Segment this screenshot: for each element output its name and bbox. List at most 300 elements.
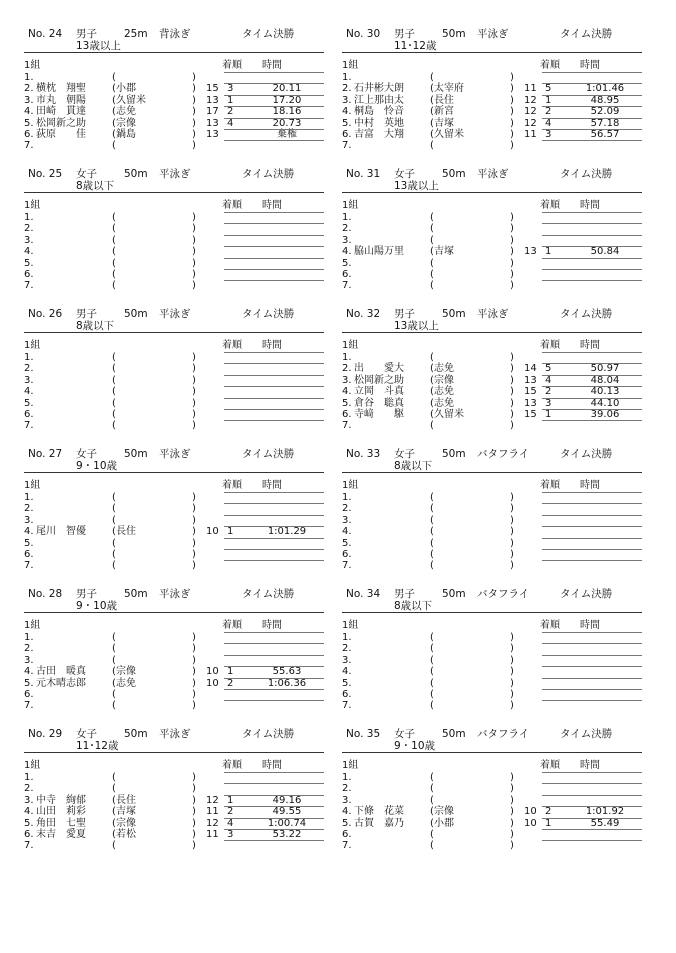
swimmer-name: 中村 英地 (354, 117, 404, 129)
lane-number: 4. (342, 806, 352, 818)
swimmer-age: 12 (524, 106, 537, 118)
lane-row (24, 363, 324, 374)
swimmer-name: 石井彬大朗 (354, 83, 404, 95)
result-underline (224, 840, 324, 841)
club-paren-open: ( (112, 772, 116, 783)
result-underline (542, 106, 642, 107)
club-paren-open: ( (112, 140, 116, 152)
club-name: 志免 (116, 106, 136, 118)
lane-row (24, 503, 324, 514)
event-block (24, 28, 324, 158)
time-column-header: 時間 (580, 760, 600, 771)
club-paren-open: ( (430, 223, 434, 235)
swimmer-name: 末吉 愛夏 (36, 828, 86, 840)
club-paren-open: ( (430, 783, 434, 795)
club-name: 吉塚 (434, 117, 454, 129)
result-underline (224, 258, 324, 259)
club-name: 長住 (116, 794, 136, 806)
event-age-class: 13歳以上 (394, 320, 439, 332)
swimmer-age: 15 (524, 386, 537, 398)
result-underline (542, 235, 642, 236)
finish-time: 20.73 (272, 117, 302, 129)
event-header (24, 448, 324, 473)
result-underline (224, 655, 324, 656)
finish-time: 48.95 (590, 94, 620, 106)
result-underline (224, 72, 324, 73)
club-paren-close: ) (510, 772, 514, 783)
club-name: 吉塚 (434, 246, 454, 258)
result-underline (224, 106, 324, 107)
finish-time: 55.49 (590, 817, 620, 829)
club-paren-close: ) (510, 223, 514, 235)
club-paren-close: ) (510, 94, 514, 106)
lane-list (24, 492, 324, 572)
swimmer-name: 出 愛大 (354, 363, 404, 375)
time-column-header: 時間 (580, 620, 600, 631)
club-paren-close: ) (510, 503, 514, 515)
swimmer-age: 13 (524, 246, 537, 258)
result-underline (542, 503, 642, 504)
lane-number: 4. (24, 526, 34, 538)
lane-row (24, 420, 324, 431)
club-paren-close: ) (510, 492, 514, 503)
club-paren-close: ) (510, 246, 514, 258)
lane-number: 4. (24, 246, 34, 258)
result-underline (224, 420, 324, 421)
club-paren-open: ( (430, 94, 434, 106)
event-gender: 男子 (394, 588, 415, 600)
finish-time: 1:01.92 (585, 806, 625, 818)
event-gender: 女子 (76, 448, 97, 460)
club-paren-close: ) (192, 643, 196, 655)
lane-row (342, 643, 642, 654)
club-paren-open: ( (430, 212, 434, 223)
club-paren-close: ) (510, 840, 514, 852)
club-paren-close: ) (510, 666, 514, 678)
result-underline (224, 678, 324, 679)
club-paren-close: ) (192, 374, 196, 386)
lane-number: 2. (24, 503, 34, 515)
event-type: タイム決勝 (560, 168, 613, 180)
lane-row (342, 840, 642, 851)
club-paren-open: ( (430, 397, 434, 409)
result-underline (542, 515, 642, 516)
swimmer-age: 13 (206, 117, 219, 129)
lane-row (24, 829, 324, 840)
result-underline (542, 549, 642, 550)
time-column-header: 時間 (262, 620, 282, 631)
event-distance: 50m (124, 728, 148, 740)
finish-time: 57.18 (590, 117, 620, 129)
swimmer-name: 寺﨑 駆 (354, 408, 404, 420)
lane-number: 1. (342, 212, 352, 223)
club-paren-open: ( (430, 72, 434, 83)
club-name: 宗像 (434, 806, 454, 818)
event-stroke: バタフライ (477, 588, 530, 600)
result-underline (224, 829, 324, 830)
lane-number: 3. (342, 514, 352, 526)
result-underline (542, 795, 642, 796)
lane-row (342, 235, 642, 246)
rank-column-header: 着順 (540, 340, 560, 351)
result-underline (542, 95, 642, 96)
swimmer-age: 12 (524, 117, 537, 129)
result-underline (224, 280, 324, 281)
club-paren-open: ( (112, 537, 116, 549)
lane-number: 4. (342, 386, 352, 398)
club-paren-open: ( (430, 526, 434, 538)
lane-number: 3. (342, 654, 352, 666)
club-name: 久留米 (434, 408, 464, 420)
event-number: No. 30 (346, 28, 381, 40)
lane-row (24, 246, 324, 257)
rank-column-header: 着順 (222, 620, 242, 631)
finish-rank: 2 (227, 106, 234, 118)
lane-row (24, 212, 324, 223)
lane-number: 2. (24, 223, 34, 235)
club-name: 新宮 (434, 106, 454, 118)
club-paren-close: ) (510, 677, 514, 689)
lane-row (342, 503, 642, 514)
lane-number: 4. (342, 526, 352, 538)
club-paren-open: ( (112, 117, 116, 129)
finish-rank: 3 (545, 397, 552, 409)
club-paren-close: ) (510, 397, 514, 409)
lane-row (24, 352, 324, 363)
lane-row (24, 398, 324, 409)
lane-number: 4. (24, 666, 34, 678)
club-paren-close: ) (192, 772, 196, 783)
event-type: タイム決勝 (560, 308, 613, 320)
club-paren-open: ( (430, 700, 434, 712)
event-number: No. 29 (28, 728, 63, 740)
club-paren-close: ) (192, 386, 196, 398)
lane-number: 6. (24, 688, 34, 700)
lane-number: 3. (342, 94, 352, 106)
lane-row (342, 420, 642, 431)
club-paren-open: ( (430, 257, 434, 269)
lane-number: 2. (24, 83, 34, 95)
finish-rank: 1 (545, 817, 552, 829)
event-block (24, 588, 324, 718)
event-number: No. 27 (28, 448, 63, 460)
club-paren-close: ) (192, 420, 196, 432)
lane-number: 5. (24, 817, 34, 829)
swimmer-age: 11 (524, 128, 537, 140)
lane-number: 6. (24, 408, 34, 420)
event-number: No. 35 (346, 728, 381, 740)
lane-number: 2. (24, 363, 34, 375)
swimmer-age: 11 (206, 828, 219, 840)
lane-row (342, 246, 642, 257)
rank-column-header: 着順 (540, 620, 560, 631)
finish-rank: 2 (545, 806, 552, 818)
rank-column-header: 着順 (222, 480, 242, 491)
club-paren-close: ) (192, 537, 196, 549)
lane-number: 5. (24, 117, 34, 129)
lane-list (342, 632, 642, 712)
club-paren-close: ) (510, 128, 514, 140)
result-underline (224, 549, 324, 550)
finish-time: 40.13 (590, 386, 620, 398)
club-paren-open: ( (112, 828, 116, 840)
lane-row (342, 95, 642, 106)
finish-rank: 1 (227, 94, 234, 106)
club-paren-open: ( (112, 386, 116, 398)
heat-label: 1組 (342, 480, 359, 491)
club-paren-open: ( (112, 280, 116, 292)
club-name: 太宰府 (434, 83, 464, 95)
club-paren-open: ( (112, 548, 116, 560)
club-paren-open: ( (430, 352, 434, 363)
lane-number: 5. (342, 257, 352, 269)
result-underline (542, 269, 642, 270)
lane-number: 6. (342, 408, 352, 420)
time-column-header: 時間 (262, 60, 282, 71)
finish-rank: 1 (545, 94, 552, 106)
club-paren-open: ( (430, 548, 434, 560)
finish-time: 50.84 (590, 246, 620, 258)
swimmer-age: 10 (206, 677, 219, 689)
event-type: タイム決勝 (560, 588, 613, 600)
event-gender: 女子 (76, 168, 97, 180)
rank-column-header: 着順 (222, 340, 242, 351)
club-paren-close: ) (510, 537, 514, 549)
club-paren-close: ) (192, 700, 196, 712)
finish-rank: 1 (545, 246, 552, 258)
finish-time: 49.55 (272, 806, 302, 818)
result-underline (542, 72, 642, 73)
club-paren-open: ( (430, 420, 434, 432)
finish-time: 52.09 (590, 106, 620, 118)
swimmer-age: 15 (206, 83, 219, 95)
event-number: No. 33 (346, 448, 381, 460)
lane-row (342, 72, 642, 83)
swimmer-age: 10 (524, 806, 537, 818)
club-paren-open: ( (112, 72, 116, 83)
club-paren-close: ) (192, 212, 196, 223)
club-paren-open: ( (430, 654, 434, 666)
lane-row (342, 409, 642, 420)
heat-label: 1組 (342, 60, 359, 71)
swimmer-name: 元木晴志郎 (36, 677, 86, 689)
rank-column-header: 着順 (540, 760, 560, 771)
club-name: 鍋島 (116, 128, 136, 140)
lane-row (24, 235, 324, 246)
club-name: 宗像 (434, 374, 454, 386)
club-paren-open: ( (430, 503, 434, 515)
swimmer-age: 10 (206, 526, 219, 538)
lane-number: 5. (342, 397, 352, 409)
event-block (24, 448, 324, 578)
lane-number: 5. (24, 257, 34, 269)
club-paren-close: ) (510, 83, 514, 95)
lane-row (342, 678, 642, 689)
club-paren-close: ) (510, 794, 514, 806)
club-paren-close: ) (510, 643, 514, 655)
event-distance: 50m (124, 588, 148, 600)
result-underline (224, 689, 324, 690)
lane-row (342, 829, 642, 840)
club-name: 宗像 (116, 117, 136, 129)
event-distance: 50m (442, 448, 466, 460)
club-paren-close: ) (510, 548, 514, 560)
lane-number: 2. (342, 83, 352, 95)
club-name: 志免 (434, 363, 454, 375)
swimmer-name: 荻原 佳 (36, 128, 86, 140)
club-paren-close: ) (192, 806, 196, 818)
club-paren-close: ) (510, 72, 514, 83)
lane-number: 6. (24, 548, 34, 560)
finish-time: 50.97 (590, 363, 620, 375)
swimmer-name: 田崎 貫達 (36, 106, 86, 118)
lane-number: 6. (342, 548, 352, 560)
club-paren-open: ( (112, 840, 116, 852)
lane-number: 5. (342, 817, 352, 829)
rank-column-header: 着順 (540, 60, 560, 71)
lane-row (24, 492, 324, 503)
result-underline (224, 818, 324, 819)
lane-number: 4. (24, 386, 34, 398)
lane-row (24, 643, 324, 654)
lane-list (342, 352, 642, 432)
time-column-header: 時間 (580, 60, 600, 71)
event-header (24, 28, 324, 53)
club-paren-close: ) (510, 654, 514, 666)
club-paren-open: ( (112, 223, 116, 235)
lane-number: 3. (342, 234, 352, 246)
swimmer-age: 10 (524, 817, 537, 829)
club-paren-open: ( (430, 677, 434, 689)
finish-time: 56.57 (590, 128, 620, 140)
lane-row (342, 772, 642, 783)
club-paren-close: ) (192, 246, 196, 258)
club-paren-close: ) (192, 223, 196, 235)
club-paren-close: ) (192, 83, 196, 95)
club-paren-open: ( (112, 666, 116, 678)
club-paren-open: ( (430, 83, 434, 95)
swimmer-name: 吉富 大翔 (354, 128, 404, 140)
club-paren-open: ( (430, 374, 434, 386)
lane-row (24, 655, 324, 666)
lane-row (24, 83, 324, 94)
club-paren-open: ( (112, 526, 116, 538)
result-underline (224, 515, 324, 516)
result-underline (542, 783, 642, 784)
result-underline (542, 689, 642, 690)
club-name: 長住 (116, 526, 136, 538)
lane-row (24, 840, 324, 851)
event-age-class: 13歳以上 (76, 40, 121, 52)
result-underline (224, 363, 324, 364)
event-gender: 男子 (394, 308, 415, 320)
club-name: 久留米 (434, 128, 464, 140)
lane-row (24, 806, 324, 817)
club-paren-close: ) (510, 106, 514, 118)
club-name: 吉塚 (116, 806, 136, 818)
event-age-class: 9・10歳 (76, 600, 118, 612)
club-paren-open: ( (430, 234, 434, 246)
club-paren-close: ) (192, 828, 196, 840)
event-block (342, 168, 642, 298)
lane-number: 7. (342, 140, 352, 152)
lane-row (342, 526, 642, 537)
club-paren-open: ( (112, 128, 116, 140)
lane-number: 3. (342, 794, 352, 806)
lane-row (24, 795, 324, 806)
club-paren-close: ) (510, 117, 514, 129)
event-header (342, 588, 642, 613)
lane-number: 3. (24, 514, 34, 526)
result-underline (542, 212, 642, 213)
club-paren-open: ( (430, 632, 434, 643)
lane-row (24, 106, 324, 117)
club-paren-open: ( (112, 246, 116, 258)
event-distance: 25m (124, 28, 148, 40)
lane-number: 1. (24, 632, 34, 643)
event-stroke: 平泳ぎ (477, 308, 509, 320)
lane-list (24, 772, 324, 852)
lane-row (342, 129, 642, 140)
club-paren-open: ( (430, 840, 434, 852)
lane-number: 6. (24, 268, 34, 280)
finish-time: 44.10 (590, 397, 620, 409)
lane-number: 4. (24, 806, 34, 818)
club-paren-open: ( (112, 806, 116, 818)
event-stroke: バタフライ (477, 448, 530, 460)
lane-number: 4. (342, 106, 352, 118)
time-column-header: 時間 (262, 480, 282, 491)
club-paren-close: ) (510, 280, 514, 292)
swimmer-name: 脇山陽万里 (354, 246, 404, 258)
lane-row (342, 806, 642, 817)
lane-number: 2. (342, 503, 352, 515)
result-underline (542, 655, 642, 656)
finish-time: 20.11 (272, 83, 302, 95)
club-paren-close: ) (192, 783, 196, 795)
event-number: No. 34 (346, 588, 381, 600)
club-paren-close: ) (510, 560, 514, 572)
result-underline (224, 235, 324, 236)
club-paren-close: ) (192, 280, 196, 292)
event-distance: 50m (442, 168, 466, 180)
result-underline (542, 375, 642, 376)
club-paren-open: ( (430, 280, 434, 292)
event-block (342, 28, 642, 158)
event-stroke: 平泳ぎ (159, 588, 191, 600)
result-underline (542, 772, 642, 773)
event-header (342, 28, 642, 53)
heat-label: 1組 (342, 760, 359, 771)
lane-number: 1. (24, 212, 34, 223)
club-paren-open: ( (430, 128, 434, 140)
finish-rank: 4 (227, 817, 234, 829)
club-paren-close: ) (192, 526, 196, 538)
result-underline (224, 129, 324, 130)
club-paren-open: ( (112, 363, 116, 375)
finish-rank: 2 (545, 386, 552, 398)
club-paren-open: ( (112, 677, 116, 689)
club-paren-close: ) (510, 212, 514, 223)
club-paren-close: ) (510, 817, 514, 829)
result-underline (542, 538, 642, 539)
club-paren-close: ) (510, 632, 514, 643)
swimmer-age: 13 (524, 374, 537, 386)
event-age-class: 8歳以下 (76, 320, 115, 332)
lane-list (24, 632, 324, 712)
swimmer-name: 桐島 怜音 (354, 106, 404, 118)
finish-time: 53.22 (272, 828, 302, 840)
